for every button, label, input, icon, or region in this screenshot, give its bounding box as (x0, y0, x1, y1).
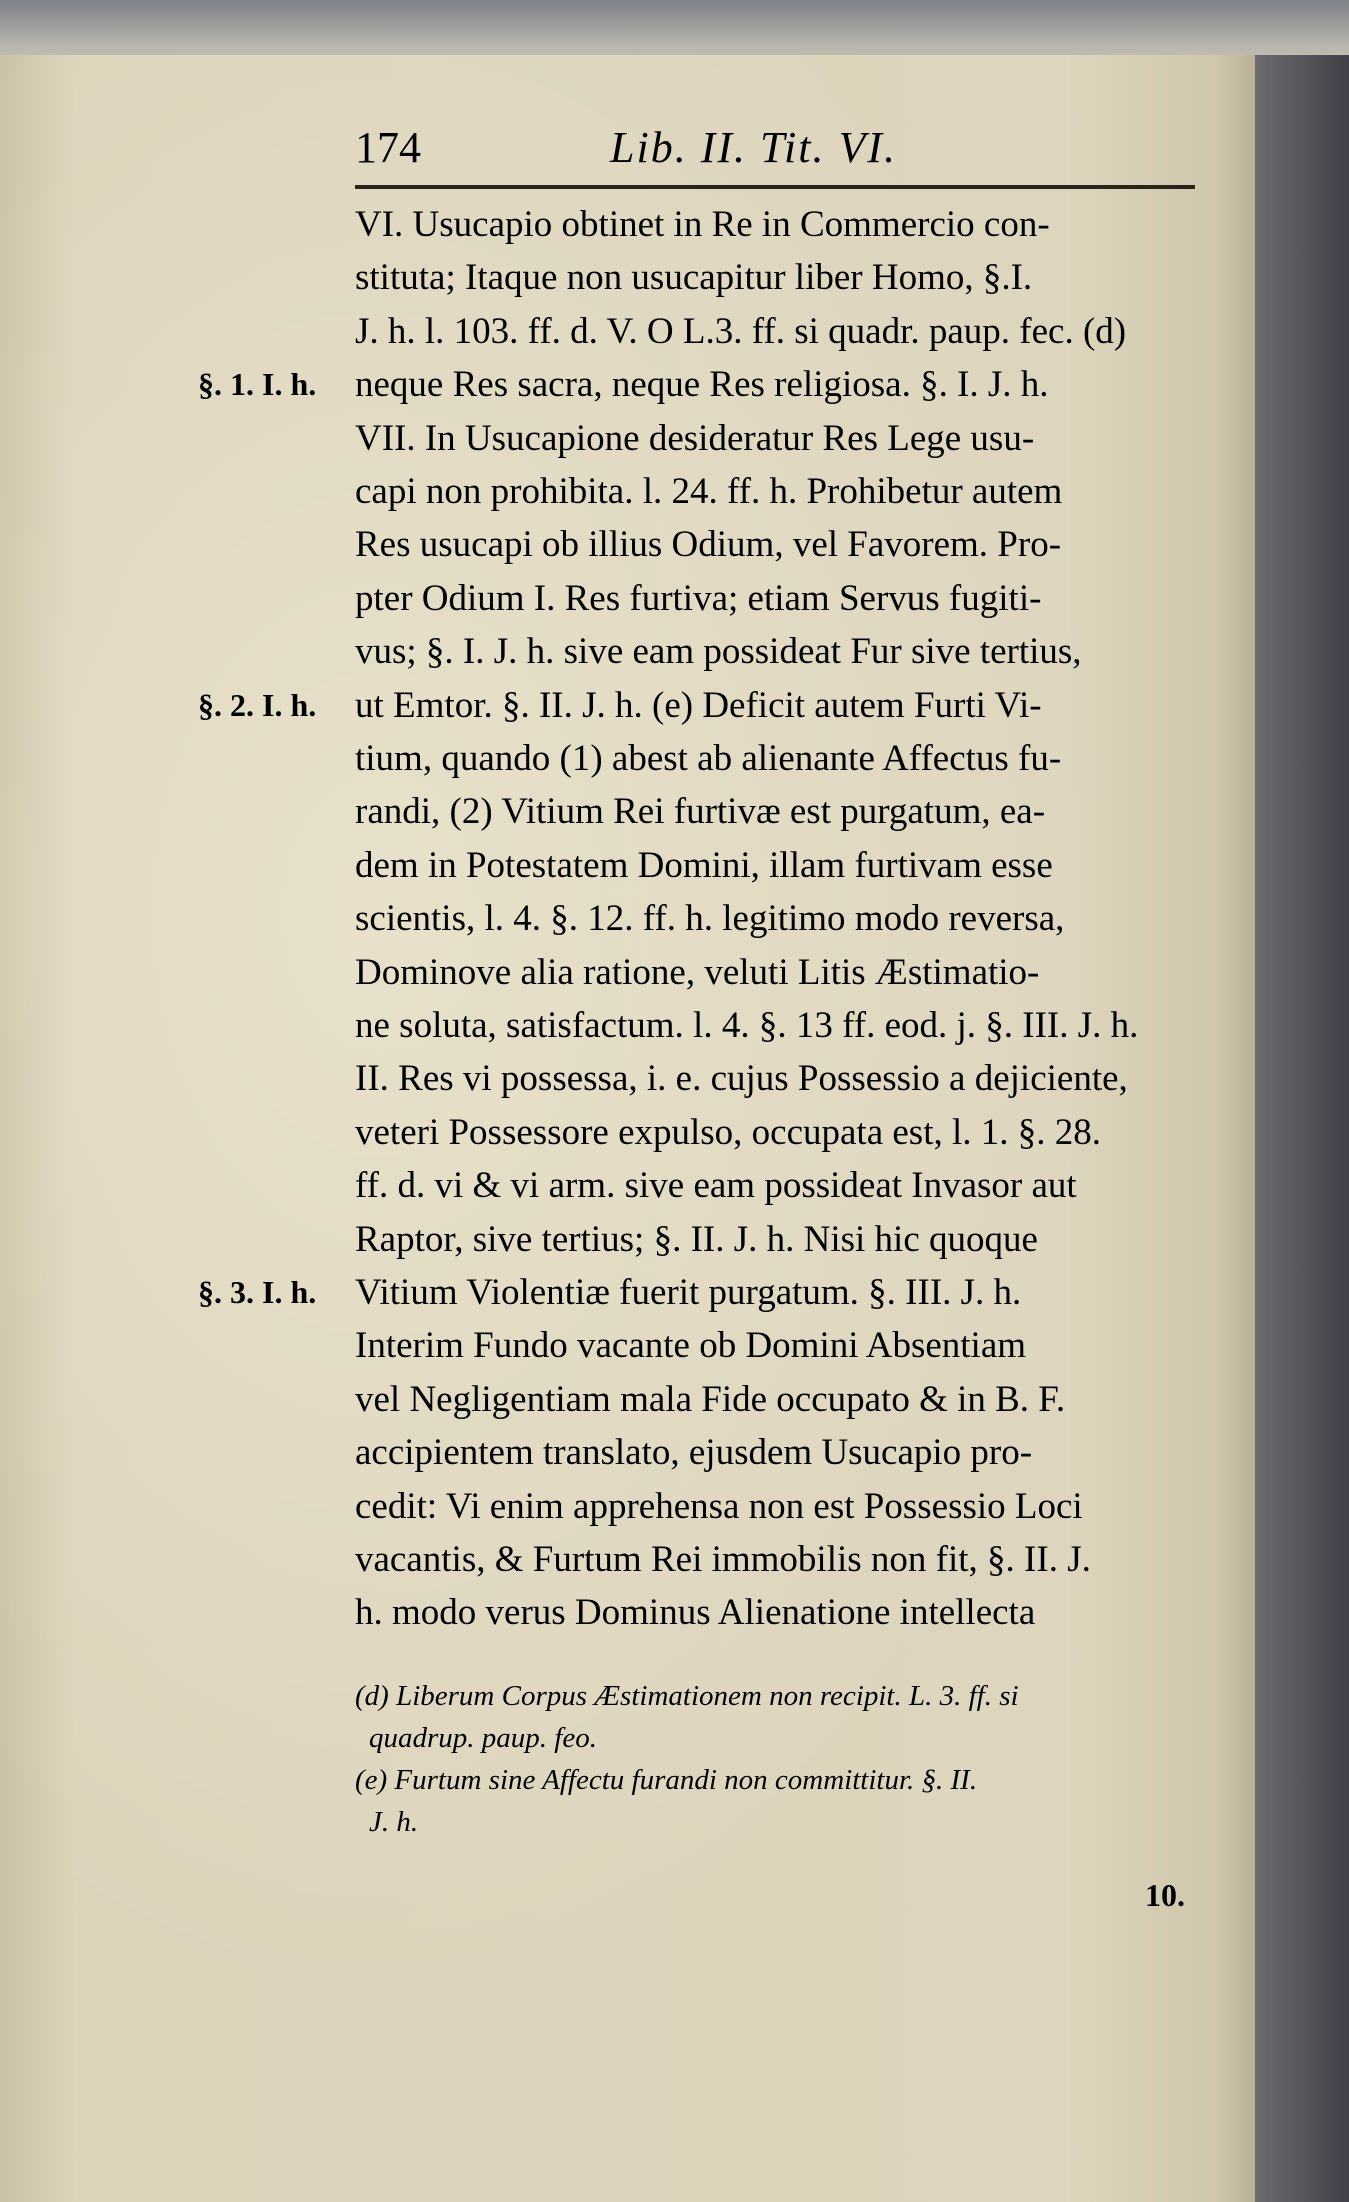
running-title: Lib. II. Tit. VI. (610, 123, 898, 172)
margin-note: §. 2. I. h. (198, 686, 317, 723)
text-line: pter Odium I. Res furtiva; etiam Servus fugiti- (355, 577, 1042, 619)
text-line: VI. Usucapio obtinet in Re in Commercio con- (355, 204, 1050, 245)
text-line: capi non prohibita. l. 24. ff. h. Prohibetur autem (355, 471, 1063, 512)
footnote-line: (d) Liberum Corpus Æstimationem non recipit. L. 3. ff. si (355, 1680, 1019, 1712)
catchword: 10. (1145, 1877, 1185, 1913)
text-line: tium, quando (1) abest ab alienante Affectus fu- (355, 738, 1062, 779)
text-line: h. modo verus Dominus Alienatione intellecta (355, 1592, 1036, 1634)
text-line: scientis, l. 4. §. 12. ff. h. legitimo modo reversa, (355, 898, 1065, 940)
text-line: veteri Possessore expulso, occupata est, l. 1. §. 28. (355, 1111, 1102, 1153)
text-line: Dominove alia ratione, veluti Litis Æstimatio- (355, 951, 1040, 993)
text-line: II. Res vi possessa, i. e. cujus Possessio a dejiciente, (355, 1058, 1128, 1100)
text-line: ne soluta, satisfactum. l. 4. §. 13 ff. eod. j. §. III. J. h. (355, 1005, 1139, 1046)
footnote-line: quadrup. paup. feo. (369, 1722, 597, 1754)
header-rule (355, 185, 1195, 189)
text-line: dem in Potestatem Domini, illam furtivam esse (355, 844, 1053, 886)
scan-right-edge (1255, 55, 1349, 2202)
page-number: 174 (355, 123, 421, 172)
text-line: VII. In Usucapione desideratur Res Lege usu- (355, 417, 1035, 459)
text-line: vacantis, & Furtum Rei immobilis non fit, §. II. J. (355, 1539, 1091, 1580)
text-line: randi, (2) Vitium Rei furtivæ est purgatum, ea- (355, 791, 1046, 833)
margin-note: §. 1. I. h. (198, 366, 317, 403)
footnote-line: J. h. (369, 1806, 419, 1838)
text-line: Interim Fundo vacante ob Domini Absentiam (355, 1325, 1027, 1367)
text-line: accipientem translato, ejusdem Usucapio pro- (355, 1432, 1033, 1474)
text-line: Raptor, sive tertius; §. II. J. h. Nisi hic quoque (355, 1218, 1038, 1260)
text-line: stituta; Itaque non usucapitur liber Homo, §.I. (355, 257, 1033, 299)
text-line: neque Res sacra, neque Res religiosa. §. I. J. h. (355, 364, 1049, 406)
margin-note: §. 3. I. h. (198, 1274, 317, 1310)
text-line: ut Emtor. §. II. J. h. (e) Deficit autem Furti Vi- (355, 684, 1042, 726)
text-line: cedit: Vi enim apprehensa non est Possessio Loci (355, 1485, 1083, 1527)
text-line: J. h. l. 103. ff. d. V. O L.3. ff. si quadr. paup. fec. (d) (355, 310, 1127, 352)
text-line: Vitium Violentiæ fuerit purgatum. §. III. J. h. (355, 1272, 1022, 1313)
text-line: vus; §. I. J. h. sive eam possideat Fur sive tertius, (355, 631, 1082, 673)
footnote-line: (e) Furtum sine Affectu furandi non committitur. §. II. (355, 1764, 978, 1796)
text-line: ff. d. vi & vi arm. sive eam possideat Invasor aut (355, 1165, 1077, 1207)
text-line: vel Negligentiam mala Fide occupato & in B. F. (355, 1378, 1066, 1420)
text-line: Res usucapi ob illius Odium, vel Favorem. Pro- (355, 524, 1062, 566)
page-header (355, 118, 1195, 178)
